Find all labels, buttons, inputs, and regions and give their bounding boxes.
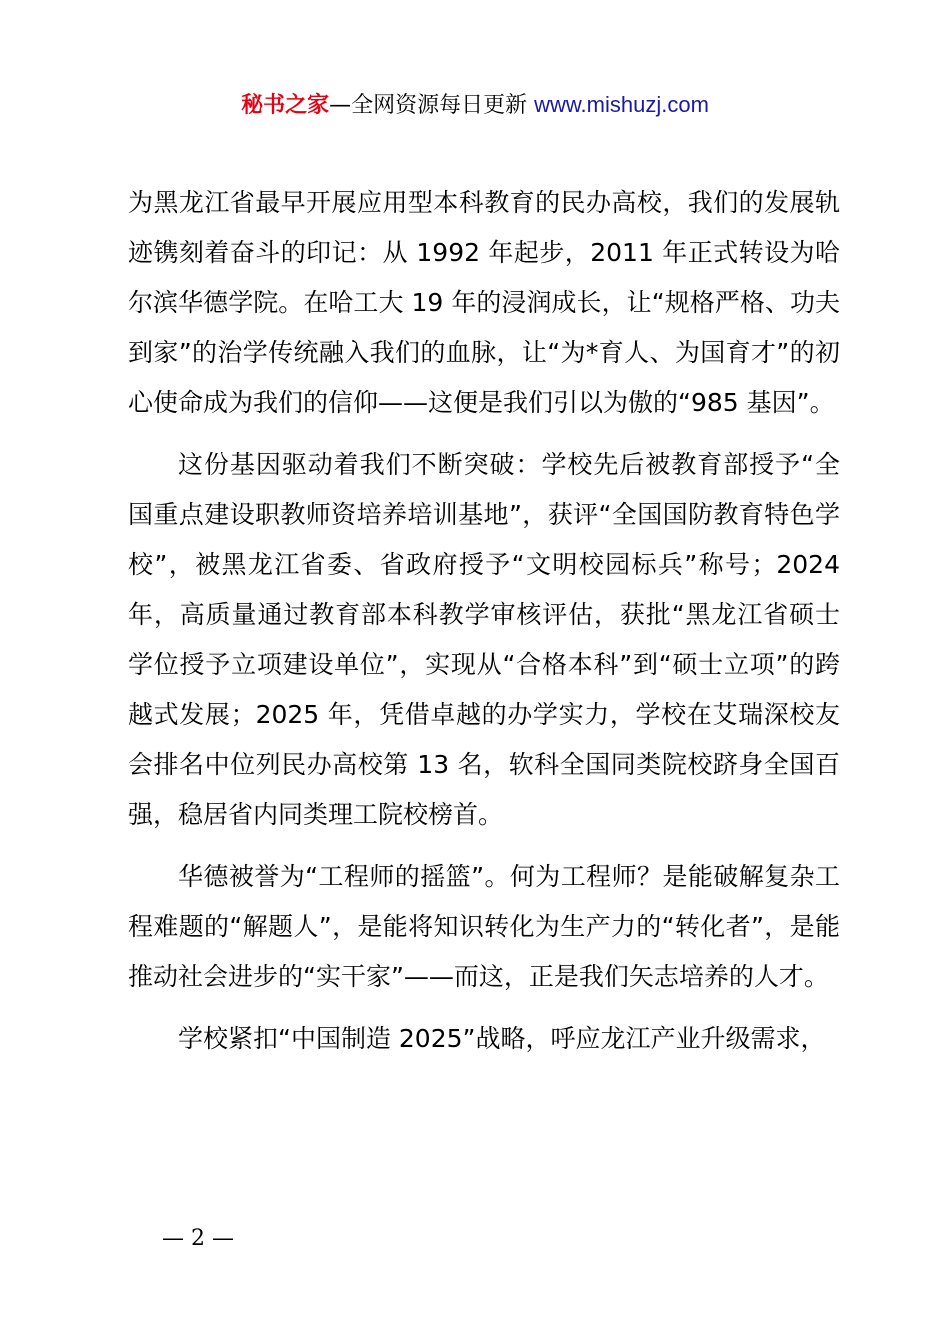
page-number: — 2 — (162, 1226, 234, 1251)
brand-name: 秘书之家 (241, 93, 330, 118)
site-header (0, 88, 950, 123)
site-url-link[interactable]: www.mishuzj.com (534, 92, 709, 117)
paragraph-2: 这份基因驱动着我们不断突破：学校先后被教育部授予“全国重点建设职教师资培养培训基地”，获评“全国国防教育特色学校”，被黑龙江省委、省政府授予“文明校园标兵”称号；2024 年，高质量通过教育部本科教学审核评估，获批“黑龙江省硕士学位授予立项建设单位”，实现从“合格本科”到“硕士立项”的跨越式发展；2025 年，凭借卓越的办学实力，学校在艾瑞深校友会排名中位列民办高校第 13 名，软科全国同类院校跻身全国百强，稳居省内同类理工院校榜首。 (128, 450, 840, 829)
paragraph-1: 为黑龙江省最早开展应用型本科教育的民办高校，我们的发展轨迹镌刻着奋斗的印记：从 1992 年起步，2011 年正式转设为哈尔滨华德学院。在哈工大 19 年的浸润成长，让“规格严格、功夫到家”的治学传统融入我们的血脉，让“为*育人、为国育才”的初心使命成为我们的信仰——这便是我们引以为傲的“985 基因”。 (128, 188, 840, 417)
paragraph-4: 学校紧扣“中国制造 2025”战略，呼应龙江产业升级需求， (178, 1024, 826, 1053)
paragraph-3: 华德被誉为“工程师的摇篮”。何为工程师？是能破解复杂工程难题的“解题人”，是能将知识转化为生产力的“转化者”，是能推动社会进步的“实干家”——而这，正是我们矢志培养的人才。 (128, 862, 840, 991)
document-body (128, 178, 840, 1076)
header-tagline: —全网资源每日更新 (329, 93, 535, 118)
